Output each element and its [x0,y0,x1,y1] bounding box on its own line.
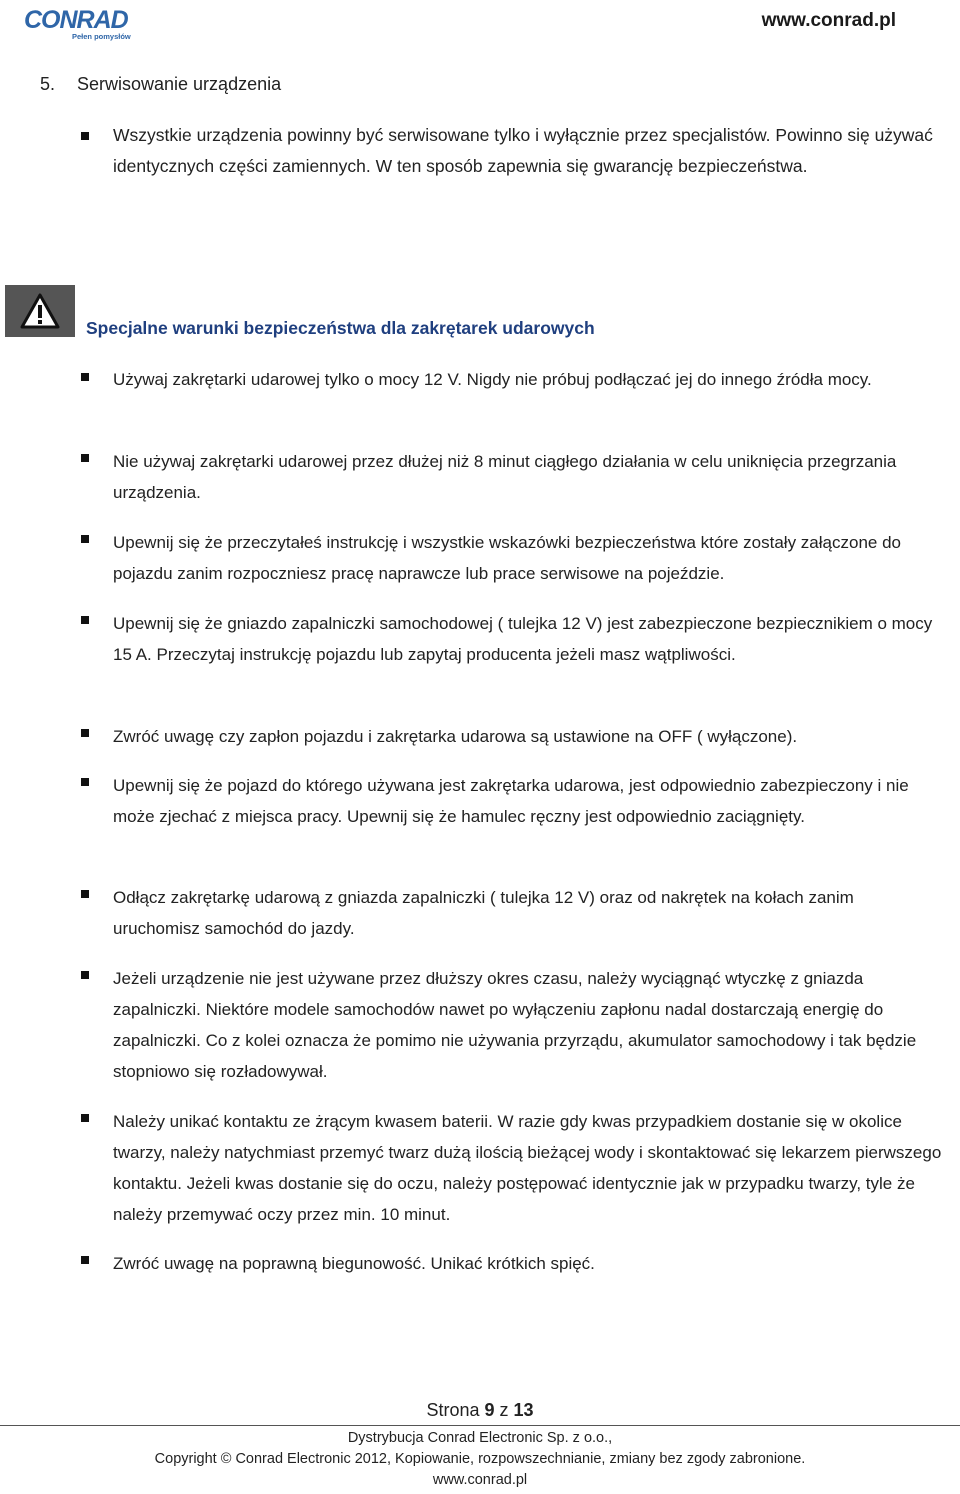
footer-divider [0,1425,960,1426]
bullet-marker [81,454,89,462]
list-item: Zwróć uwagę czy zapłon pojazdu i zakrętarka udarowa są ustawione na OFF ( wyłączone). [113,727,798,746]
footer-url[interactable]: www.conrad.pl [432,1472,528,1488]
bullet-marker [81,1114,89,1122]
list-item: Upewnij się że przeczytałeś instrukcję i wszystkie wskazówki bezpieczeństwa które zostały załączone do pojazdu zanim rozpoczniesz pracę naprawcze lub prace serwisowe na pojeździe. [113,533,901,583]
page-current: 9 [484,1400,495,1420]
list-item: Upewnij się że gniazdo zapalniczki samochodowej ( tulejka 12 V) jest zabezpieczone bezpiecznikiem o mocy 15 A. Przeczytaj instrukcję pojazdu lub zapytaj producenta jeżeli masz wątpliwości. [113,614,933,664]
bullet-marker [81,890,89,898]
bullet-marker [81,778,89,786]
warning-triangle-icon [20,293,60,329]
svg-text:CONRAD: CONRAD [24,6,128,34]
list-item: Upewnij się że pojazd do którego używana jest zakrętarka udarowa, jest odpowiednio zabezpieczony i nie może zjechać z miejsca pracy. Upewnij się że hamulec ręczny jest odpowiednio zaciągnięty. [113,776,909,826]
bullet-marker [81,132,89,140]
list-item: Jeżeli urządzenie nie jest używane przez dłuższy okres czasu, należy wyciągnąć wtyczkę z gniazda zapalniczki. Niektóre modele samochodów nawet po wyłączeniu zapłonu nadal dostarczają energię do zapalniczki. Co z kolei oznacza że pomimo nie używania przyrządu, akumulator samochodowy i tak będzie stopniowo się rozładowywał. [113,969,917,1081]
list-item: Należy unikać kontaktu ze żrącym kwasem baterii. W razie gdy kwas przypadkiem dostanie się w okolice twarzy, należy natychmiast przemyć twarz dużą ilością bieżącej wody i skontaktować się lekarzem pierwszego kontaktu. Jeżeli kwas dostanie się do oczu, należy postępować identycznie jak w przypadku twarzy, tyle że należy przemywać oczy przez min. 10 minut. [113,1112,942,1224]
bullet-marker [81,971,89,979]
bullet-marker [81,373,89,381]
list-item: Używaj zakrętarki udarowej tylko o mocy 12 V. Nigdy nie próbuj podłączać jej do innego źródła mocy. [113,370,872,389]
list-item: Odłącz zakrętarkę udarową z gniazda zapalniczki ( tulejka 12 V) oraz od nakrętek na kołach zanim uruchomisz samochód do jazdy. [113,888,854,938]
header-url[interactable]: www.conrad.pl [761,10,896,31]
bullet-marker [81,729,89,737]
bullet-marker [81,1256,89,1264]
bullet-marker [81,535,89,543]
svg-text:Pełen pomysłów: Pełen pomysłów [72,32,131,41]
section-number: 5. [40,74,56,94]
warning-panel [5,285,75,337]
list-item: Zwróć uwagę na poprawną biegunowość. Unikać krótkich spięć. [113,1254,595,1273]
page-separator: z [494,1400,514,1420]
list-item: Wszystkie urządzenia powinny być serwisowane tylko i wyłącznie przez specjalistów. Powinno się używać identycznych części zamiennych. W ten sposób zapewnia się gwarancję bezpieczeństwa. [113,125,933,176]
footer-copyright: Copyright © Conrad Electronic 2012, Kopiowanie, rozpowszechnianie, zmiany bez zgody zabronione. [154,1451,806,1467]
list-item: Nie używaj zakrętarki udarowej przez dłużej niż 8 minut ciągłego działania w celu uniknięcia przegrzania urządzenia. [113,452,897,502]
conrad-logo [22,4,134,42]
page-number [0,1400,960,1421]
page-total: 13 [513,1400,534,1420]
page-prefix: Strona [426,1400,485,1420]
warning-title: Specjalne warunki bezpieczeństwa dla zakrętarek udarowych [86,318,595,338]
footer-distributor: Dystrybucja Conrad Electronic Sp. z o.o., [347,1430,613,1446]
bullet-marker [81,616,89,624]
section-title: Serwisowanie urządzenia [77,74,282,94]
